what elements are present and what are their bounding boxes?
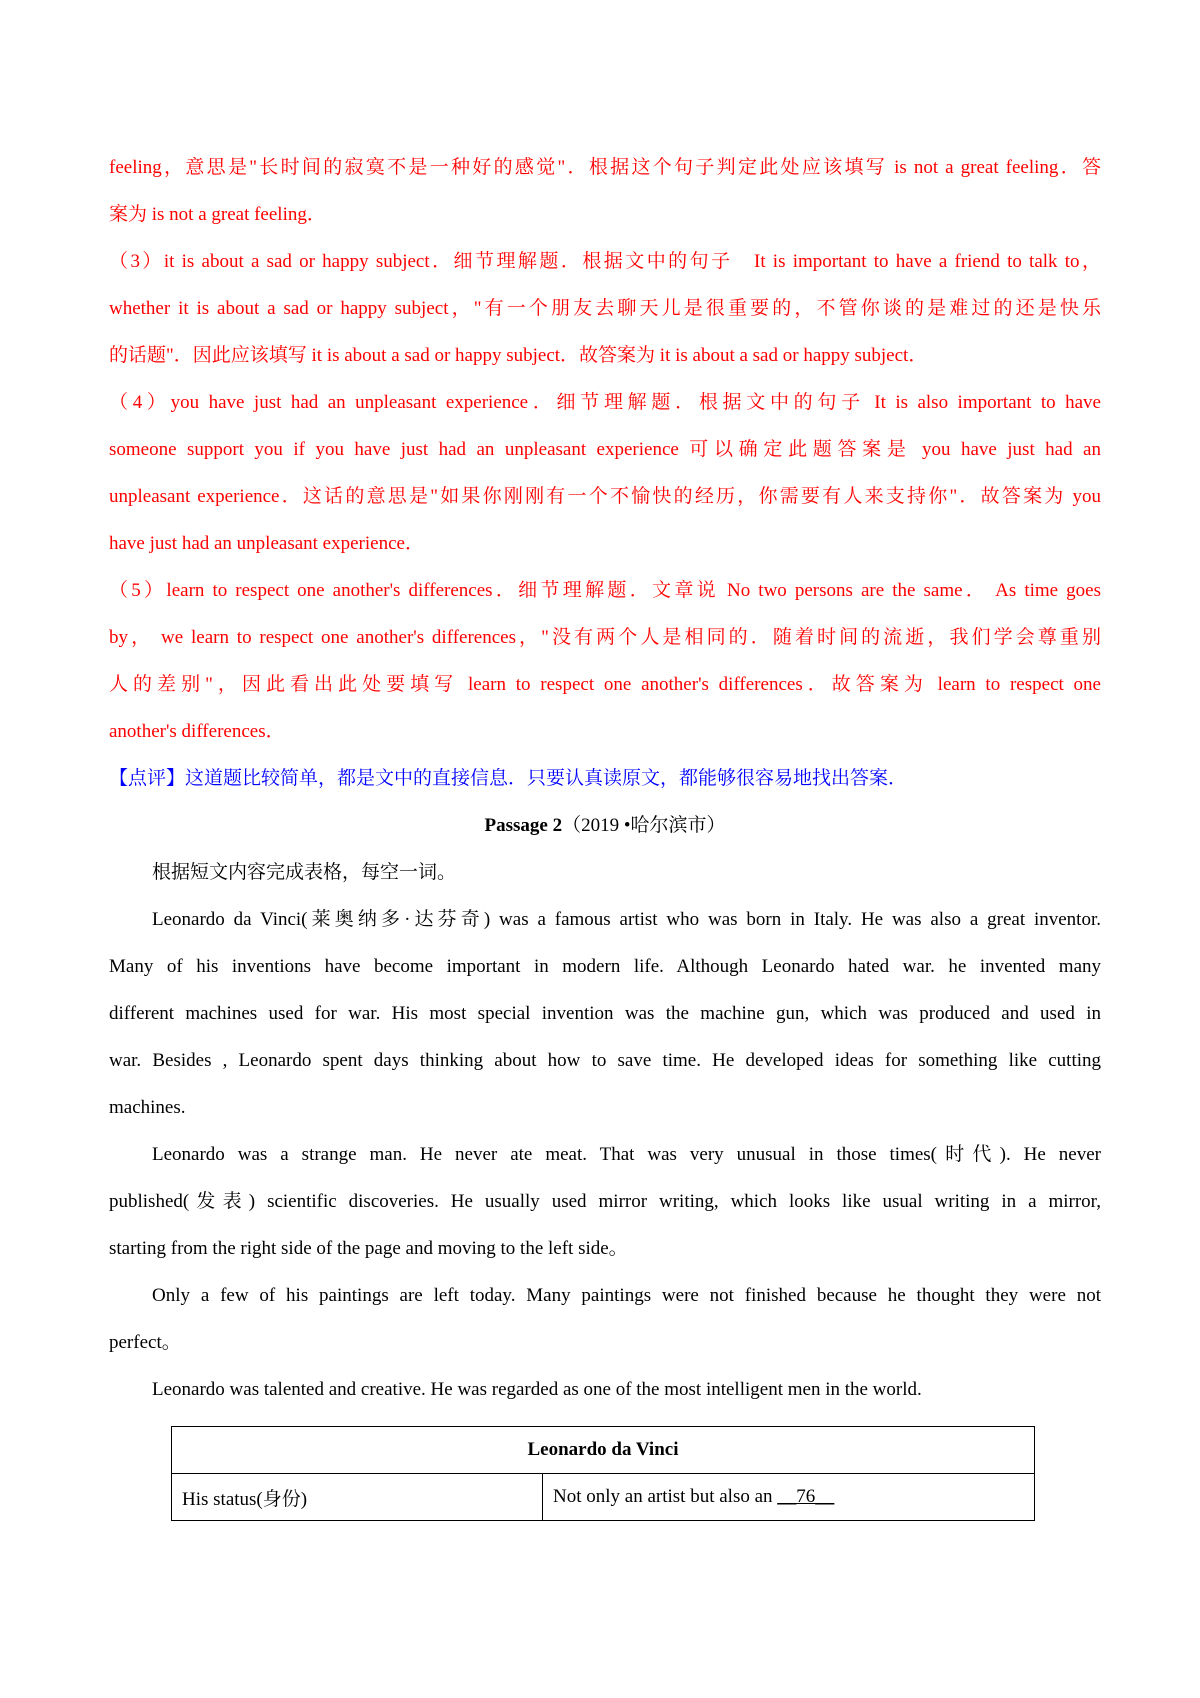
answer-line: someone support you if you have just had an unpleasant experience 可以确定此题答案是 you have just had an [109, 439, 1101, 460]
answer-line: （4）you have just had an unpleasant experience．细节理解题．根据文中的句子 It is also important to have [109, 392, 1101, 413]
table-value-text: Not only an artist but also an [553, 1486, 778, 1507]
answer-line: （5）learn to respect one another's differences．细节理解题．文章说 No two persons are the same． As time goes [109, 580, 1101, 601]
comment-line: 【点评】这道题比较简单，都是文中的直接信息．只要认真读原文，都能够很容易地找出答案． [109, 768, 908, 789]
answer-blank: __76__ [777, 1486, 835, 1507]
passage-title: Passage 2 [484, 815, 563, 836]
answer-line: whether it is about a sad or happy subject，"有一个朋友去聊天儿是很重要的，不管你谈的是难过的还是快乐 [109, 298, 1101, 319]
table-row [172, 1474, 1035, 1521]
table-header-cell: Leonardo da Vinci [172, 1427, 1035, 1474]
instruction-line: 根据短文内容完成表格，每空一词。 [152, 862, 457, 883]
answer-line: 案为 is not a great feeling． [109, 204, 326, 225]
answer-line: by， we learn to respect one another's differences，"没有两个人是相同的．随着时间的流逝，我们学会尊重别 [109, 627, 1101, 648]
passage-line: published(发表) scientific discoveries. He usually used mirror writing, which looks like usual writing in a mirror, [109, 1191, 1101, 1212]
answer-line: 人的差别"，因此看出此处要填写 learn to respect one another's differences．故答案为 learn to respect one [109, 674, 1101, 695]
answer-line: feeling，意思是"长时间的寂寞不是一种好的感觉"．根据这个句子判定此处应该填写 is not a great feeling．答 [109, 157, 1101, 178]
answer-line: 的话题"．因此应该填写 it is about a sad or happy subject．故答案为 it is about a sad or happy subject． [109, 345, 928, 366]
table-value-cell [543, 1474, 1035, 1521]
passage-line: perfect。 [109, 1332, 181, 1353]
passage-line: machines. [109, 1097, 186, 1118]
passage-line: Leonardo was a strange man. He never ate meat. That was very unusual in those times(时代). He never [152, 1144, 1101, 1165]
passage-line: war. Besides , Leonardo spent days thinking about how to save time. He developed ideas for something like cutting [109, 1050, 1101, 1071]
passage-line: Only a few of his paintings are left today. Many paintings were not finished because he thought they were not [152, 1285, 1101, 1306]
passage-source: （2019 •哈尔滨市） [562, 815, 726, 836]
answer-line: unpleasant experience．这话的意思是"如果你刚刚有一个不愉快的经历，你需要有人来支持你"．故答案为 you [109, 486, 1101, 507]
answer-line: have just had an unpleasant experience． [109, 533, 424, 554]
passage-heading [109, 813, 1101, 839]
answer-line: another's differences． [109, 721, 285, 742]
passage-line: Leonardo da Vinci(莱奥纳多·达芬奇) was a famous artist who was born in Italy. He was also a great inventor. [152, 909, 1101, 930]
answer-line: （3）it is about a sad or happy subject．细节理解题．根据文中的句子 It is important to have a friend to talk to， [109, 251, 1101, 272]
passage-line: starting from the right side of the page and moving to the left side。 [109, 1238, 628, 1259]
passage-line: Many of his inventions have become important in modern life. Although Leonardo hated war. he invented many [109, 956, 1101, 977]
summary-table [171, 1426, 1035, 1521]
passage-line: Leonardo was talented and creative. He was regarded as one of the most intelligent men in the world. [152, 1379, 922, 1400]
table-header-row [172, 1427, 1035, 1474]
passage-line: different machines used for war. His most special invention was the machine gun, which was produced and used in [109, 1003, 1101, 1024]
table-label-cell: His status(身份) [172, 1474, 543, 1521]
